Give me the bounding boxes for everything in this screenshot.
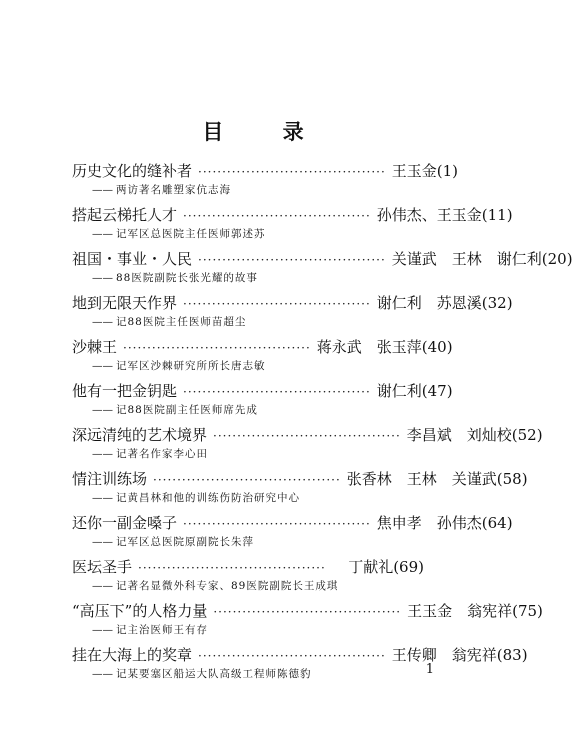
toc-entry-main-line [72, 204, 513, 226]
toc-entry-subtitle: 记主治医师王有存 [116, 624, 208, 636]
toc-leader-dots: ······································· [153, 473, 341, 487]
toc-entry-subtitle-line [72, 226, 424, 246]
toc-entry-main-line [72, 292, 513, 314]
toc-entry-subtitle-line [72, 314, 424, 334]
toc-entry-authors-page: 谢仁利 苏恩溪(32) [376, 294, 513, 312]
toc-entry-main-line [72, 512, 513, 534]
toc-entry [72, 160, 459, 204]
subtitle-dash: —— [92, 316, 113, 328]
subtitle-dash: —— [92, 668, 113, 680]
subtitle-dash: —— [92, 448, 113, 460]
toc-entry-subtitle: 记88医院主任医师苗超尘 [116, 316, 247, 328]
toc-entry-authors-page: 孙伟杰、王玉金(11) [376, 206, 513, 224]
toc-entry-subtitle-line [72, 534, 424, 554]
toc-entry-main-line [72, 248, 573, 270]
toc-entry-subtitle-line [72, 182, 424, 202]
toc-entry-subtitle: 记黄昌林和他的训练伤防治研究中心 [116, 492, 300, 504]
subtitle-dash: —— [92, 624, 113, 636]
toc-entry-subtitle-line [72, 666, 424, 686]
toc-entry-title: 情注训练场 [72, 470, 148, 488]
toc-leader-dots: ······································· [183, 297, 371, 311]
toc-entry-subtitle: 记著名作家李心田 [116, 448, 208, 460]
toc-entry-authors-page: 王玉金(1) [391, 162, 459, 180]
toc-leader-dots: ······································· [123, 341, 311, 355]
toc-leader-dots: ······································· [198, 253, 386, 267]
subtitle-dash: —— [92, 272, 113, 284]
toc-leader-dots: ······································· [183, 209, 371, 223]
toc-entry-subtitle-line [72, 446, 424, 466]
toc-entry-subtitle-line [72, 402, 424, 422]
toc-entry-authors-page: 李昌斌 刘灿校(52) [406, 426, 543, 444]
subtitle-dash: —— [92, 184, 113, 196]
subtitle-dash: —— [92, 580, 113, 592]
toc-entry-title: 还你一副金嗓子 [72, 514, 178, 532]
toc-entry-title: “高压下”的人格力量 [72, 602, 208, 620]
toc-entry-subtitle: 记某要塞区船运大队高级工程师陈德豹 [116, 668, 312, 680]
toc-entry [72, 336, 453, 380]
toc-leader-dots: ······································· [213, 605, 402, 619]
toc-entry-subtitle-line [72, 578, 424, 598]
toc-entry-main-line [72, 468, 528, 490]
toc-leader-dots: ······································· [198, 165, 386, 179]
toc-entry [72, 248, 573, 292]
subtitle-dash: —— [92, 536, 113, 548]
toc-entry-main-line [72, 424, 543, 446]
toc-entry-subtitle: 88医院副院长张光耀的故事 [116, 272, 258, 284]
toc-entry-title: 搭起云梯托人才 [72, 206, 178, 224]
toc-entry-subtitle: 两访著名雕塑家伉志海 [116, 184, 231, 196]
toc-entry [72, 292, 513, 336]
toc-entry [72, 556, 424, 600]
toc-entry-title: 历史文化的缝补者 [72, 162, 193, 180]
toc-entry-title: 沙棘王 [72, 338, 118, 356]
toc-entry [72, 380, 453, 424]
toc-entry-authors-page: 焦申孝 孙伟杰(64) [376, 514, 513, 532]
toc-leader-dots: ······································· [198, 649, 386, 663]
toc-entry-authors-page: 张香林 王林 关谨武(58) [346, 470, 528, 488]
toc-entry-title: 他有一把金钥匙 [72, 382, 178, 400]
subtitle-dash: —— [92, 404, 113, 416]
toc-entry-subtitle-line [72, 358, 424, 378]
toc-entry-authors-page: 丁献礼(69) [348, 558, 424, 576]
toc-entry [72, 644, 528, 688]
toc-leader-dots: ······································· [138, 561, 326, 575]
toc-leader-dots: ······································· [183, 385, 371, 399]
toc-title: 目 录 [202, 119, 330, 144]
toc-entry-main-line [72, 336, 453, 358]
toc-entry-main-line [72, 380, 453, 402]
toc-entry [72, 468, 528, 512]
toc-entry-main-line [72, 644, 528, 666]
toc-entry-subtitle: 记著名显微外科专家、89医院副院长王成琪 [116, 580, 339, 592]
toc-entry-subtitle: 记88医院副主任医师席先成 [116, 404, 258, 416]
toc-entry-subtitle: 记军区沙棘研究所所长唐志敏 [116, 360, 266, 372]
toc-entry-authors-page: 蒋永武 张玉萍(40) [316, 338, 453, 356]
toc-leader-dots: ······································· [183, 517, 371, 531]
toc-entry [72, 512, 513, 556]
toc-entry-authors-page: 谢仁利(47) [376, 382, 453, 400]
toc-entry-subtitle-line [72, 622, 424, 642]
toc-entry-title: 祖国・事业・人民 [72, 250, 193, 268]
toc-entry-title: 医坛圣手 [72, 558, 133, 576]
toc-entry-subtitle: 记军区总医院主任医师郭述苏 [116, 228, 266, 240]
subtitle-dash: —— [92, 492, 113, 504]
toc-entry-authors-page: 王传卿 翁宪祥(83) [391, 646, 528, 664]
toc-entry [72, 424, 543, 468]
toc-entry-title: 地到无限天作界 [72, 294, 178, 312]
toc-entry-main-line [72, 160, 459, 182]
page-number: 1 [425, 662, 434, 677]
toc-entry-authors-page: 关谨武 王林 谢仁利(20) [391, 250, 573, 268]
toc-entry-subtitle-line [72, 490, 424, 510]
toc-entries [72, 160, 573, 688]
subtitle-dash: —— [92, 228, 113, 240]
toc-entry-subtitle-line [72, 270, 424, 290]
toc-entry-authors-page: 王玉金 翁宪祥(75) [407, 602, 543, 620]
toc-entry [72, 600, 543, 644]
subtitle-dash: —— [92, 360, 113, 372]
toc-entry-title: 深远清纯的艺术境界 [72, 426, 208, 444]
toc-leader-dots: ······································· [213, 429, 401, 443]
toc-entry-main-line [72, 600, 543, 622]
toc-entry-subtitle: 记军区总医院原副院长朱萍 [116, 536, 254, 548]
toc-entry-main-line [72, 556, 424, 578]
toc-entry-title: 挂在大海上的奖章 [72, 646, 193, 664]
toc-entry [72, 204, 513, 248]
